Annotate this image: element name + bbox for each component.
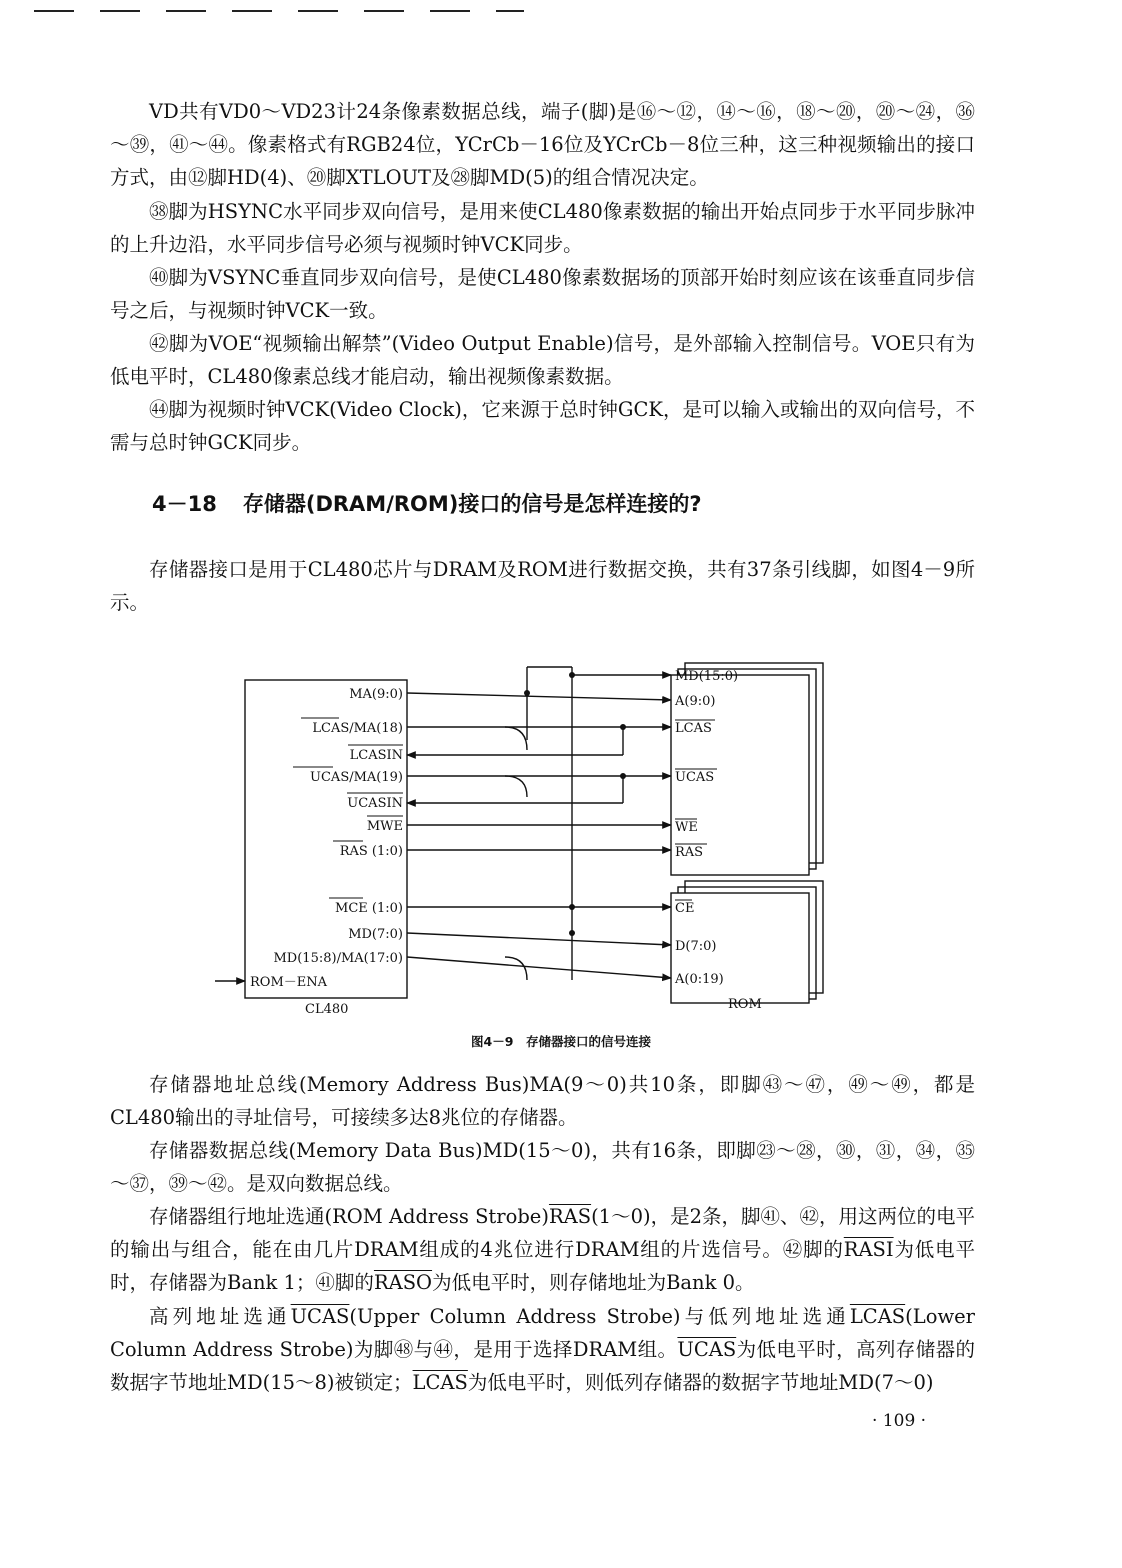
lcas-signal-2: LCAS <box>412 1371 468 1394</box>
dram-pin-ucas: UCAS <box>675 770 715 785</box>
page-number: · 109 · <box>872 1411 927 1431</box>
top-rule <box>34 10 74 12</box>
cl480-pin-ras: RAS (1:0) <box>339 844 403 859</box>
ucas-text-e: 为低电平时，则低列存储器的数据字节地址MD(7～0) <box>467 1371 934 1394</box>
raso-signal: RASO <box>373 1271 433 1294</box>
cl480-pin-ma: MA(9:0) <box>349 687 403 702</box>
ucas-text-c: (Lower Column Address Strobe)为脚㊽与㊹，是用于选择DRAM组。 <box>110 1305 975 1361</box>
paragraph-intro: 存储器接口是用于CL480芯片与DRAM及ROM进行数据交换，共有37条引线脚，如图4－9所示。 <box>110 558 975 614</box>
ucas-signal: UCAS <box>290 1305 350 1328</box>
rom-label: ROM <box>728 997 762 1012</box>
cl480-pin-ucasin: UCASIN <box>347 796 403 811</box>
dram-pin-we: WE <box>675 820 698 835</box>
rom-pin-a: A(0:19) <box>675 972 724 987</box>
cl480-pin-rom-ena: ROM－ENA <box>250 975 328 990</box>
section-heading <box>152 488 702 518</box>
paragraph-vck: ㊹脚为视频时钟VCK(Video Clock)，它来源于总时钟GCK，是可以输入或输出的双向信号，不需与总时钟GCK同步。 <box>110 398 975 454</box>
top-rule <box>496 10 524 12</box>
top-rule <box>100 10 140 12</box>
cl480-pin-lcasin: LCASIN <box>349 748 403 763</box>
top-rule <box>232 10 272 12</box>
section-number: 4－18 <box>152 492 217 516</box>
section-title: 存储器(DRAM/ROM)接口的信号是怎样连接的? <box>242 492 702 516</box>
cl480-pin-mwe: MWE <box>366 819 403 834</box>
top-rule <box>430 10 470 12</box>
paragraph-vsync: ㊵脚为VSYNC垂直同步双向信号，是使CL480像素数据场的顶部开始时刻应该在该垂直同步信号之后，与视频时钟VCK一致。 <box>110 266 975 322</box>
rom-pin-d: D(7:0) <box>675 939 717 954</box>
top-rule <box>298 10 338 12</box>
cl480-pin-mce: MCE (1:0) <box>335 901 403 916</box>
dram-pin-ras: RAS <box>675 845 704 860</box>
memory-interface-diagram <box>205 655 845 1025</box>
cl480-pin-md70: MD(7:0) <box>348 927 403 942</box>
top-rule <box>166 10 206 12</box>
ucas-text-d: 为低电平时，高列存储器的数据字节地址MD(15～8)被锁定； <box>110 1338 975 1394</box>
paragraph-ucas-lcas <box>110 1300 975 1399</box>
ucas-signal-2: UCAS <box>677 1338 737 1361</box>
ras-signal: $\overline{RAS}$ <box>548 1205 592 1228</box>
cl480-pin-lcas-ma18: LCAS/MA(18) <box>312 721 403 736</box>
rasi-signal: RASI <box>843 1238 894 1261</box>
paragraph-data-bus: 存储器数据总线(Memory Data Bus)MD(15～0)，共有16条，即脚㉓～㉘，㉚，㉛，㉞，㉟～㊲，㊴～㊷。是双向数据总线。 <box>110 1139 975 1195</box>
top-rule <box>364 10 404 12</box>
paragraph-address-bus: 存储器地址总线(Memory Address Bus)MA(9～0)共10条，即脚㊸～㊼，㊾～㊾，都是CL480输出的寻址信号，可接续多达8兆位的存储器。 <box>110 1073 975 1129</box>
dram-pin-md: MD(15:0) <box>675 669 739 684</box>
ras-text-a: 存储器组行地址选通(ROM Address Strobe) <box>149 1205 549 1228</box>
cl480-pin-md158: MD(15:8)/MA(17:0) <box>273 951 403 966</box>
ucas-text-a: 高列地址选通 <box>149 1305 291 1328</box>
figure-caption: 图4－9 存储器接口的信号连接 <box>471 1034 651 1049</box>
lcas-signal: LCAS <box>849 1305 906 1328</box>
paragraph-voe: ㊷脚为VOE“视频输出解禁”(Video Output Enable)信号，是外部输入控制信号。VOE只有为低电平时，CL480像素总线才能启动，输出视频像素数据。 <box>110 332 975 388</box>
paragraph-hsync: ㊳脚为HSYNC水平同步双向信号，是用来使CL480像素数据的输出开始点同步于水平同步脉冲的上升边沿，水平同步信号必须与视频时钟VCK同步。 <box>110 200 975 256</box>
dram-pin-a: A(9:0) <box>675 694 716 709</box>
ucas-text-b: (Upper Column Address Strobe)与低列地址选通 <box>349 1305 850 1328</box>
paragraph-ras <box>110 1200 975 1299</box>
ras-text-c: 为低电平时，存储器为Bank 1；㊶脚的 <box>110 1238 975 1294</box>
rom-pin-ce: CE <box>675 901 695 916</box>
dram-pin-lcas: LCAS <box>675 721 712 736</box>
cl480-pin-ucas-ma19: UCAS/MA(19) <box>310 770 403 785</box>
paragraph-vd-bus: VD共有VD0～VD23计24条像素数据总线，端子(脚)是⑯～⑫，⑭～⑯，⑱～⑳，⑳～㉔，㊱～㊴，㊶～㊹。像素格式有RGB24位，YCrCb－16位及YCrCb－8位三种，这三种视频输出的接口方式，由⑫脚HD(4)、⑳脚XTLOUT及㉘脚MD(5)的组合情况决定。 <box>110 100 975 189</box>
ras-text-d: 为低电平时，则存储地址为Bank 0。 <box>432 1271 755 1294</box>
cl480-label: CL480 <box>305 1002 349 1017</box>
ras-text-b: (1～0)，是2条，脚㊶、㊷，用这两位的电平的输出与组合，能在由几片DRAM组成的4兆位进行DRAM组的片选信号。㊷脚的 <box>110 1205 976 1261</box>
